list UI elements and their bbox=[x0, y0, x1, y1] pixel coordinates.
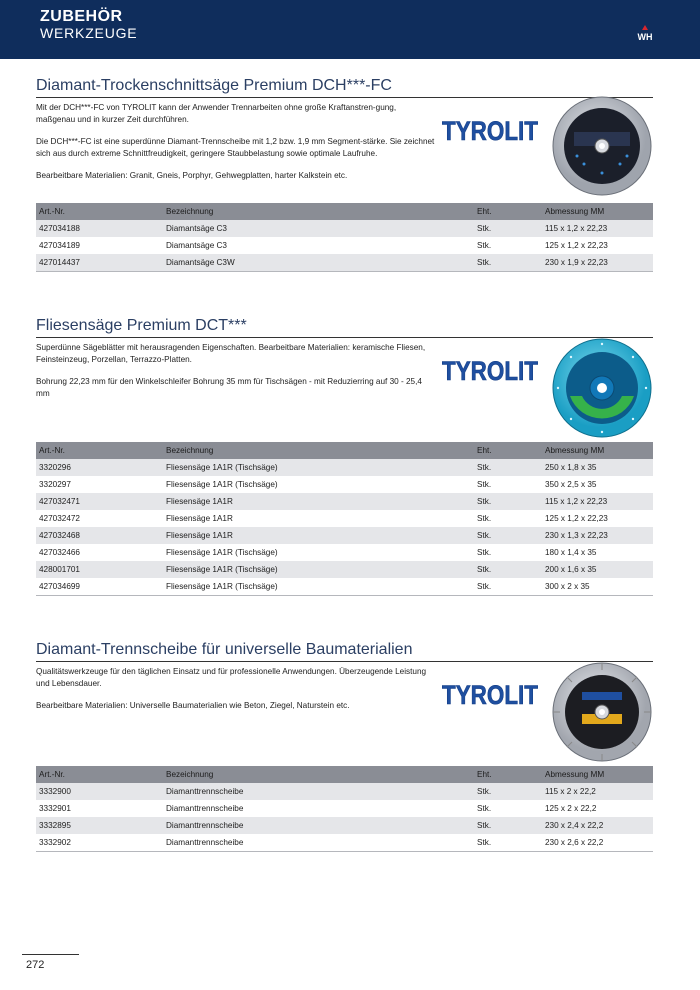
section-universal bbox=[36, 640, 653, 847]
col-header-eht: Eht. bbox=[474, 203, 542, 220]
cell-abmessung: 180 x 1,4 x 35 bbox=[542, 544, 653, 561]
col-header-art-nr: Art.-Nr. bbox=[36, 766, 163, 783]
cell-art-nr: 427034699 bbox=[36, 578, 163, 596]
cell-eht: Stk. bbox=[474, 544, 542, 561]
cell-eht: Stk. bbox=[474, 800, 542, 817]
cell-eht: Stk. bbox=[474, 476, 542, 493]
cell-art-nr: 3332901 bbox=[36, 800, 163, 817]
description-paragraph: Die DCH***-FC ist eine superdünne Diamant-Trennscheibe mit 1,2 bzw. 1,9 mm Segment-stärke. Sie zeichnet sich aus durch extreme Schnittfreudigkeit, geringere Staubbelastung sowie optimale Laufruhe. bbox=[36, 137, 435, 158]
tyrolit-logo bbox=[440, 110, 540, 150]
cell-art-nr: 3332895 bbox=[36, 817, 163, 834]
diamond-disc-image bbox=[552, 96, 652, 196]
cell-abmessung: 230 x 2,6 x 22,2 bbox=[542, 834, 653, 852]
tyrolit-logo bbox=[440, 350, 540, 390]
cell-eht: Stk. bbox=[474, 783, 542, 800]
col-header-bezeichnung: Bezeichnung bbox=[163, 442, 474, 459]
table-row bbox=[36, 578, 653, 596]
cell-abmessung: 115 x 2 x 22,2 bbox=[542, 783, 653, 800]
col-header-bezeichnung: Bezeichnung bbox=[163, 203, 474, 220]
cell-abmessung: 125 x 2 x 22,2 bbox=[542, 800, 653, 817]
table-row bbox=[36, 237, 653, 254]
cell-art-nr: 427034188 bbox=[36, 220, 163, 237]
tyrolit-logo bbox=[440, 674, 540, 714]
section-dct bbox=[36, 316, 653, 591]
cell-abmessung: 200 x 1,6 x 35 bbox=[542, 561, 653, 578]
universal-disc-image bbox=[552, 662, 652, 762]
cell-eht: Stk. bbox=[474, 527, 542, 544]
cell-abmessung: 115 x 1,2 x 22,23 bbox=[542, 493, 653, 510]
cell-eht: Stk. bbox=[474, 237, 542, 254]
cell-eht: Stk. bbox=[474, 817, 542, 834]
cell-art-nr: 427032472 bbox=[36, 510, 163, 527]
section-title: Diamant-Trennscheibe für universelle Baumaterialien bbox=[36, 640, 653, 662]
product-table bbox=[36, 442, 653, 596]
cell-bezeichnung: Fliesensäge 1A1R (Tischsäge) bbox=[163, 544, 474, 561]
section-description bbox=[36, 102, 436, 182]
cell-art-nr: 3332902 bbox=[36, 834, 163, 852]
cell-art-nr: 427014437 bbox=[36, 254, 163, 272]
table-row bbox=[36, 220, 653, 237]
cell-bezeichnung: Diamanttrennscheibe bbox=[163, 817, 474, 834]
col-header-abmessung: Abmessung MM bbox=[542, 766, 653, 783]
table-row bbox=[36, 800, 653, 817]
cell-eht: Stk. bbox=[474, 834, 542, 852]
col-header-abmessung: Abmessung MM bbox=[542, 203, 653, 220]
cell-bezeichnung: Fliesensäge 1A1R bbox=[163, 493, 474, 510]
description-paragraph: Superdünne Sägeblätter mit herausragenden Eigenschaften. Bearbeitbare Materialien: keramische Fliesen, Feinsteinzeug, Porzellan, Terrazzo-Platten. bbox=[36, 343, 426, 364]
cell-art-nr: 428001701 bbox=[36, 561, 163, 578]
brand-text: TYROLIT bbox=[442, 116, 539, 146]
brand-text: TYROLIT bbox=[442, 356, 539, 386]
description-paragraph: Qualitätswerkzeuge für den täglichen Einsatz und für professionelle Anwendungen. Überzeugende Leistung und Lebensdauer. bbox=[36, 667, 427, 688]
section-title: Diamant-Trockenschnittsäge Premium DCH***-FC bbox=[36, 76, 653, 98]
col-header-art-nr: Art.-Nr. bbox=[36, 442, 163, 459]
table-row bbox=[36, 527, 653, 544]
col-header-art-nr: Art.-Nr. bbox=[36, 203, 163, 220]
cell-eht: Stk. bbox=[474, 493, 542, 510]
section-dch-fc bbox=[36, 76, 653, 267]
cell-bezeichnung: Diamantsäge C3 bbox=[163, 220, 474, 237]
description-paragraph: Bohrung 22,23 mm für den Winkelschleifer Bohrung 35 mm für Tischsägen - mit Reduzierring auf 30 - 25,4 mm bbox=[36, 377, 422, 398]
cell-abmessung: 350 x 2,5 x 35 bbox=[542, 476, 653, 493]
cell-eht: Stk. bbox=[474, 220, 542, 237]
cell-bezeichnung: Diamantsäge C3W bbox=[163, 254, 474, 272]
table-row bbox=[36, 783, 653, 800]
table-row bbox=[36, 834, 653, 852]
tile-saw-disc-image bbox=[552, 338, 652, 438]
cell-bezeichnung: Fliesensäge 1A1R (Tischsäge) bbox=[163, 561, 474, 578]
cell-bezeichnung: Diamantsäge C3 bbox=[163, 237, 474, 254]
page-header bbox=[0, 0, 700, 59]
cell-bezeichnung: Diamanttrennscheibe bbox=[163, 800, 474, 817]
header-title: ZUBEHÖR bbox=[40, 8, 123, 25]
table-row bbox=[36, 493, 653, 510]
table-row bbox=[36, 817, 653, 834]
cell-art-nr: 3320296 bbox=[36, 459, 163, 476]
table-row bbox=[36, 476, 653, 493]
cell-bezeichnung: Fliesensäge 1A1R (Tischsäge) bbox=[163, 459, 474, 476]
cell-eht: Stk. bbox=[474, 561, 542, 578]
cell-abmessung: 115 x 1,2 x 22,23 bbox=[542, 220, 653, 237]
table-row bbox=[36, 510, 653, 527]
section-title: Fliesensäge Premium DCT*** bbox=[36, 316, 653, 338]
logo-text: WH bbox=[637, 32, 653, 42]
cell-eht: Stk. bbox=[474, 578, 542, 596]
cell-eht: Stk. bbox=[474, 254, 542, 272]
cell-abmessung: 230 x 1,3 x 22,23 bbox=[542, 527, 653, 544]
cell-abmessung: 125 x 1,2 x 22,23 bbox=[542, 237, 653, 254]
table-row bbox=[36, 254, 653, 272]
description-paragraph: Bearbeitbare Materialien: Universelle Baumaterialien wie Beton, Ziegel, Naturstein etc. bbox=[36, 701, 350, 710]
cell-art-nr: 427032471 bbox=[36, 493, 163, 510]
header-subtitle: WERKZEUGE bbox=[40, 25, 138, 41]
footer-divider bbox=[22, 954, 79, 955]
cell-abmessung: 125 x 1,2 x 22,23 bbox=[542, 510, 653, 527]
brand-text: TYROLIT bbox=[442, 680, 539, 710]
description-paragraph: Mit der DCH***-FC von TYROLIT kann der Anwender Trennarbeiten ohne große Kraftanstren-gung, maßgenau und in kurzer Zeit durchführen. bbox=[36, 103, 397, 124]
product-table bbox=[36, 766, 653, 852]
cell-bezeichnung: Fliesensäge 1A1R bbox=[163, 527, 474, 544]
col-header-eht: Eht. bbox=[474, 766, 542, 783]
cell-art-nr: 427032466 bbox=[36, 544, 163, 561]
cell-bezeichnung: Diamanttrennscheibe bbox=[163, 834, 474, 852]
cell-art-nr: 427034189 bbox=[36, 237, 163, 254]
table-row bbox=[36, 544, 653, 561]
cell-art-nr: 3320297 bbox=[36, 476, 163, 493]
cell-art-nr: 3332900 bbox=[36, 783, 163, 800]
company-logo-icon bbox=[632, 24, 658, 42]
cell-art-nr: 427032468 bbox=[36, 527, 163, 544]
cell-bezeichnung: Diamanttrennscheibe bbox=[163, 783, 474, 800]
section-description bbox=[36, 342, 436, 399]
col-header-eht: Eht. bbox=[474, 442, 542, 459]
product-table bbox=[36, 203, 653, 272]
cell-eht: Stk. bbox=[474, 510, 542, 527]
cell-abmessung: 300 x 2 x 35 bbox=[542, 578, 653, 596]
page-number: 272 bbox=[26, 959, 45, 971]
cell-bezeichnung: Fliesensäge 1A1R (Tischsäge) bbox=[163, 578, 474, 596]
description-paragraph: Bearbeitbare Materialien: Granit, Gneis, Porphyr, Gehwegplatten, harter Kalkstein etc. bbox=[36, 171, 348, 180]
table-row bbox=[36, 459, 653, 476]
cell-bezeichnung: Fliesensäge 1A1R (Tischsäge) bbox=[163, 476, 474, 493]
section-description bbox=[36, 666, 436, 712]
cell-eht: Stk. bbox=[474, 459, 542, 476]
col-header-bezeichnung: Bezeichnung bbox=[163, 766, 474, 783]
col-header-abmessung: Abmessung MM bbox=[542, 442, 653, 459]
table-row bbox=[36, 561, 653, 578]
cell-bezeichnung: Fliesensäge 1A1R bbox=[163, 510, 474, 527]
cell-abmessung: 230 x 1,9 x 22,23 bbox=[542, 254, 653, 272]
cell-abmessung: 230 x 2,4 x 22,2 bbox=[542, 817, 653, 834]
cell-abmessung: 250 x 1,8 x 35 bbox=[542, 459, 653, 476]
